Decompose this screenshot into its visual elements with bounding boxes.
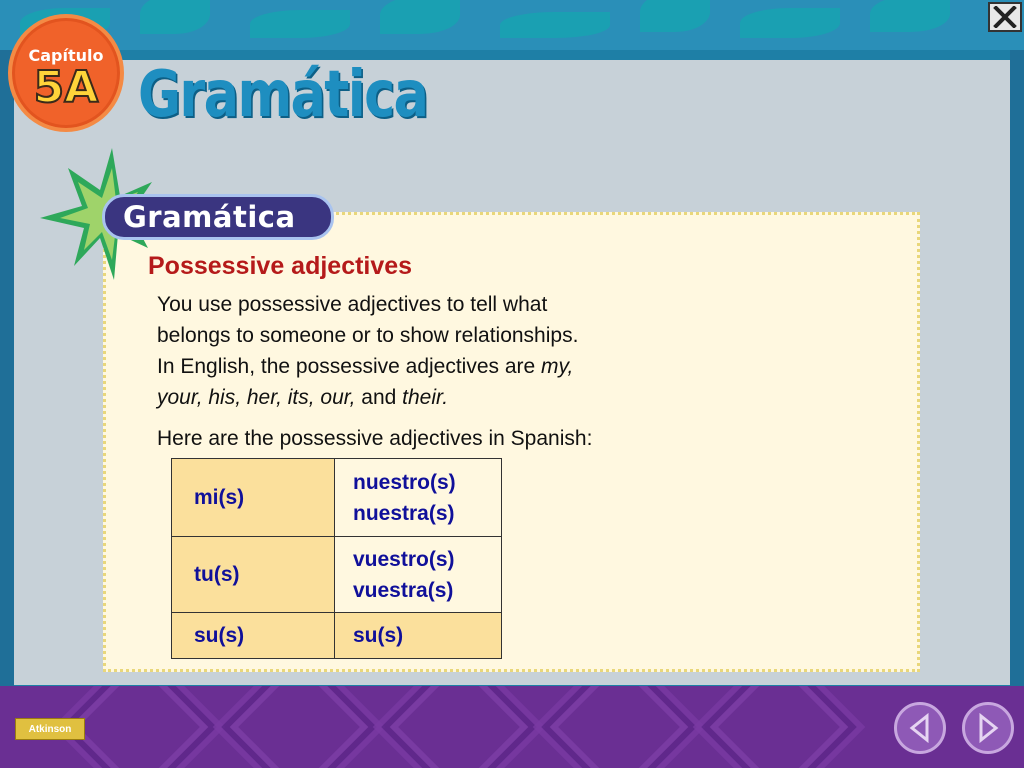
- table-cell: mi(s): [172, 459, 335, 537]
- cell-line: vuestra(s): [353, 578, 454, 602]
- word-their: their.: [402, 386, 449, 409]
- left-border: [0, 50, 14, 690]
- table-row: [172, 613, 502, 659]
- cell-line: vuestro(s): [353, 547, 455, 571]
- bar-pattern: [390, 686, 529, 768]
- page-title: Gramática: [138, 58, 428, 132]
- footer-label: Atkinson: [15, 718, 85, 740]
- banner-leaf: [250, 10, 350, 38]
- banner-leaf: [640, 0, 710, 32]
- chapter-number: 5A: [33, 62, 99, 113]
- bar-pattern: [230, 686, 369, 768]
- banner-leaf: [740, 8, 840, 38]
- table-cell: tu(s): [172, 537, 335, 613]
- para-text: and: [355, 386, 403, 409]
- para-line: [157, 382, 717, 413]
- close-icon: [993, 6, 1017, 28]
- banner-leaf: [870, 0, 950, 32]
- word-my: my,: [541, 355, 574, 378]
- para-line: You use possessive adjectives to tell what: [157, 293, 548, 316]
- chapter-label: Capítulo: [28, 46, 104, 65]
- para-text: In English, the possessive adjectives are: [157, 355, 542, 378]
- arrow-right-icon: [975, 713, 1001, 743]
- table-cell: su(s): [172, 613, 335, 659]
- table-row: [172, 459, 502, 537]
- arrow-left-icon: [907, 713, 933, 743]
- table-cell: [335, 459, 502, 537]
- table-cell: su(s): [335, 613, 502, 659]
- table-row: [172, 537, 502, 613]
- section-label: Gramática: [102, 194, 334, 240]
- explanation-paragraph: [157, 289, 717, 413]
- bar-pattern: [550, 686, 689, 768]
- cell-line: nuestro(s): [353, 470, 456, 494]
- words-list: your, his, her, its, our,: [157, 386, 356, 409]
- banner-leaf: [380, 0, 460, 34]
- possessive-table: [171, 458, 502, 659]
- right-border: [1010, 50, 1024, 690]
- close-button[interactable]: [988, 2, 1022, 32]
- table-intro: Here are the possessive adjectives in Spanish:: [157, 427, 593, 450]
- bar-pattern: [70, 686, 209, 768]
- table-cell: [335, 537, 502, 613]
- para-line: belongs to someone or to show relationships.: [157, 324, 579, 347]
- para-line: [157, 351, 717, 382]
- chapter-badge: [8, 14, 124, 132]
- top-banner: [0, 0, 1024, 50]
- prev-button[interactable]: [894, 702, 946, 754]
- banner-leaf: [500, 12, 610, 38]
- section-heading: Possessive adjectives: [148, 252, 413, 280]
- bar-pattern: [710, 686, 849, 768]
- banner-leaf: [140, 0, 210, 34]
- bottom-bar: [0, 686, 1024, 768]
- next-button[interactable]: [962, 702, 1014, 754]
- cell-line: nuestra(s): [353, 501, 455, 525]
